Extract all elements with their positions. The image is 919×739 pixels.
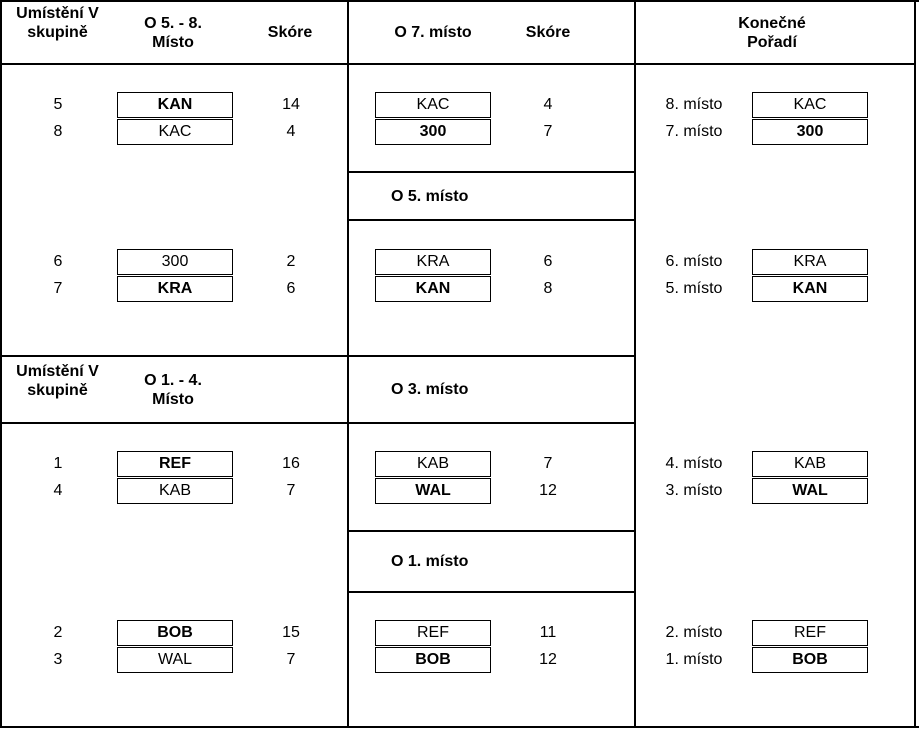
header-final-standings: Konečné Pořadí xyxy=(738,15,806,51)
team-box: KRA xyxy=(752,249,868,275)
score: 7 xyxy=(543,455,553,472)
final-place-label: 2. místo xyxy=(665,624,723,641)
team-box: BOB xyxy=(117,620,233,646)
score: 12 xyxy=(539,482,557,499)
score: 15 xyxy=(282,624,300,641)
group-rank: 3 xyxy=(53,651,63,668)
section-3rd-place: O 3. místo xyxy=(391,381,469,398)
group-rank: 7 xyxy=(53,280,63,297)
team-box: KAC xyxy=(375,92,491,118)
group-rank: 2 xyxy=(53,624,63,641)
header-1-4-place: O 1. - 4. Místo xyxy=(144,372,202,408)
team-box: REF xyxy=(375,620,491,646)
score: 11 xyxy=(539,624,557,641)
group-rank: 8 xyxy=(53,123,63,140)
team-box: WAL xyxy=(375,478,491,504)
border-bottom xyxy=(0,726,919,728)
header-score-1: Skóre xyxy=(267,24,313,41)
score: 14 xyxy=(282,96,300,113)
border-top xyxy=(0,0,919,2)
header-group-rank-lower: Umístění V skupině xyxy=(16,363,99,399)
score: 4 xyxy=(543,96,553,113)
group-rank: 6 xyxy=(53,253,63,270)
border-left xyxy=(0,0,2,728)
header-divider xyxy=(0,63,916,65)
header-group-rank: Umístění V skupině xyxy=(16,5,99,41)
final-place-label: 6. místo xyxy=(665,253,723,270)
team-box: KAB xyxy=(752,451,868,477)
team-box: KAB xyxy=(375,451,491,477)
score: 7 xyxy=(543,123,553,140)
team-box: REF xyxy=(752,620,868,646)
divider-h-a xyxy=(347,171,636,173)
divider-col-2 xyxy=(634,0,636,728)
group-rank: 1 xyxy=(53,455,63,472)
final-place-label: 7. místo xyxy=(665,123,723,140)
team-box: KAN xyxy=(752,276,868,302)
score: 4 xyxy=(286,123,296,140)
team-box: BOB xyxy=(752,647,868,673)
final-place-label: 4. místo xyxy=(665,455,723,472)
score: 2 xyxy=(286,253,296,270)
team-box: KAN xyxy=(375,276,491,302)
divider-h-f xyxy=(347,591,636,593)
divider-h-e xyxy=(347,530,636,532)
header-5-8-place: O 5. - 8. Místo xyxy=(144,15,202,51)
team-box: KAN xyxy=(117,92,233,118)
border-right xyxy=(914,0,916,728)
final-place-label: 8. místo xyxy=(665,96,723,113)
header-7th-place: O 7. místo xyxy=(394,24,472,41)
divider-col-1 xyxy=(347,0,349,728)
score: 12 xyxy=(539,651,557,668)
score: 8 xyxy=(543,280,553,297)
divider-h-d xyxy=(0,422,636,424)
score: 6 xyxy=(286,280,296,297)
final-place-label: 1. místo xyxy=(665,651,723,668)
team-box: WAL xyxy=(117,647,233,673)
team-box: WAL xyxy=(752,478,868,504)
team-box: KRA xyxy=(117,276,233,302)
score: 16 xyxy=(282,455,300,472)
team-box: 300 xyxy=(752,119,868,145)
score: 7 xyxy=(286,482,296,499)
divider-h-c xyxy=(0,355,636,357)
team-box: 300 xyxy=(375,119,491,145)
team-box: KRA xyxy=(375,249,491,275)
divider-h-b xyxy=(347,219,636,221)
score: 6 xyxy=(543,253,553,270)
section-5th-place: O 5. místo xyxy=(391,188,469,205)
score: 7 xyxy=(286,651,296,668)
team-box: BOB xyxy=(375,647,491,673)
final-place-label: 3. místo xyxy=(665,482,723,499)
section-1st-place: O 1. místo xyxy=(391,553,469,570)
team-box: KAB xyxy=(117,478,233,504)
team-box: REF xyxy=(117,451,233,477)
team-box: KAC xyxy=(117,119,233,145)
final-place-label: 5. místo xyxy=(665,280,723,297)
team-box: 300 xyxy=(117,249,233,275)
header-score-2: Skóre xyxy=(525,24,571,41)
team-box: KAC xyxy=(752,92,868,118)
group-rank: 5 xyxy=(53,96,63,113)
group-rank: 4 xyxy=(53,482,63,499)
